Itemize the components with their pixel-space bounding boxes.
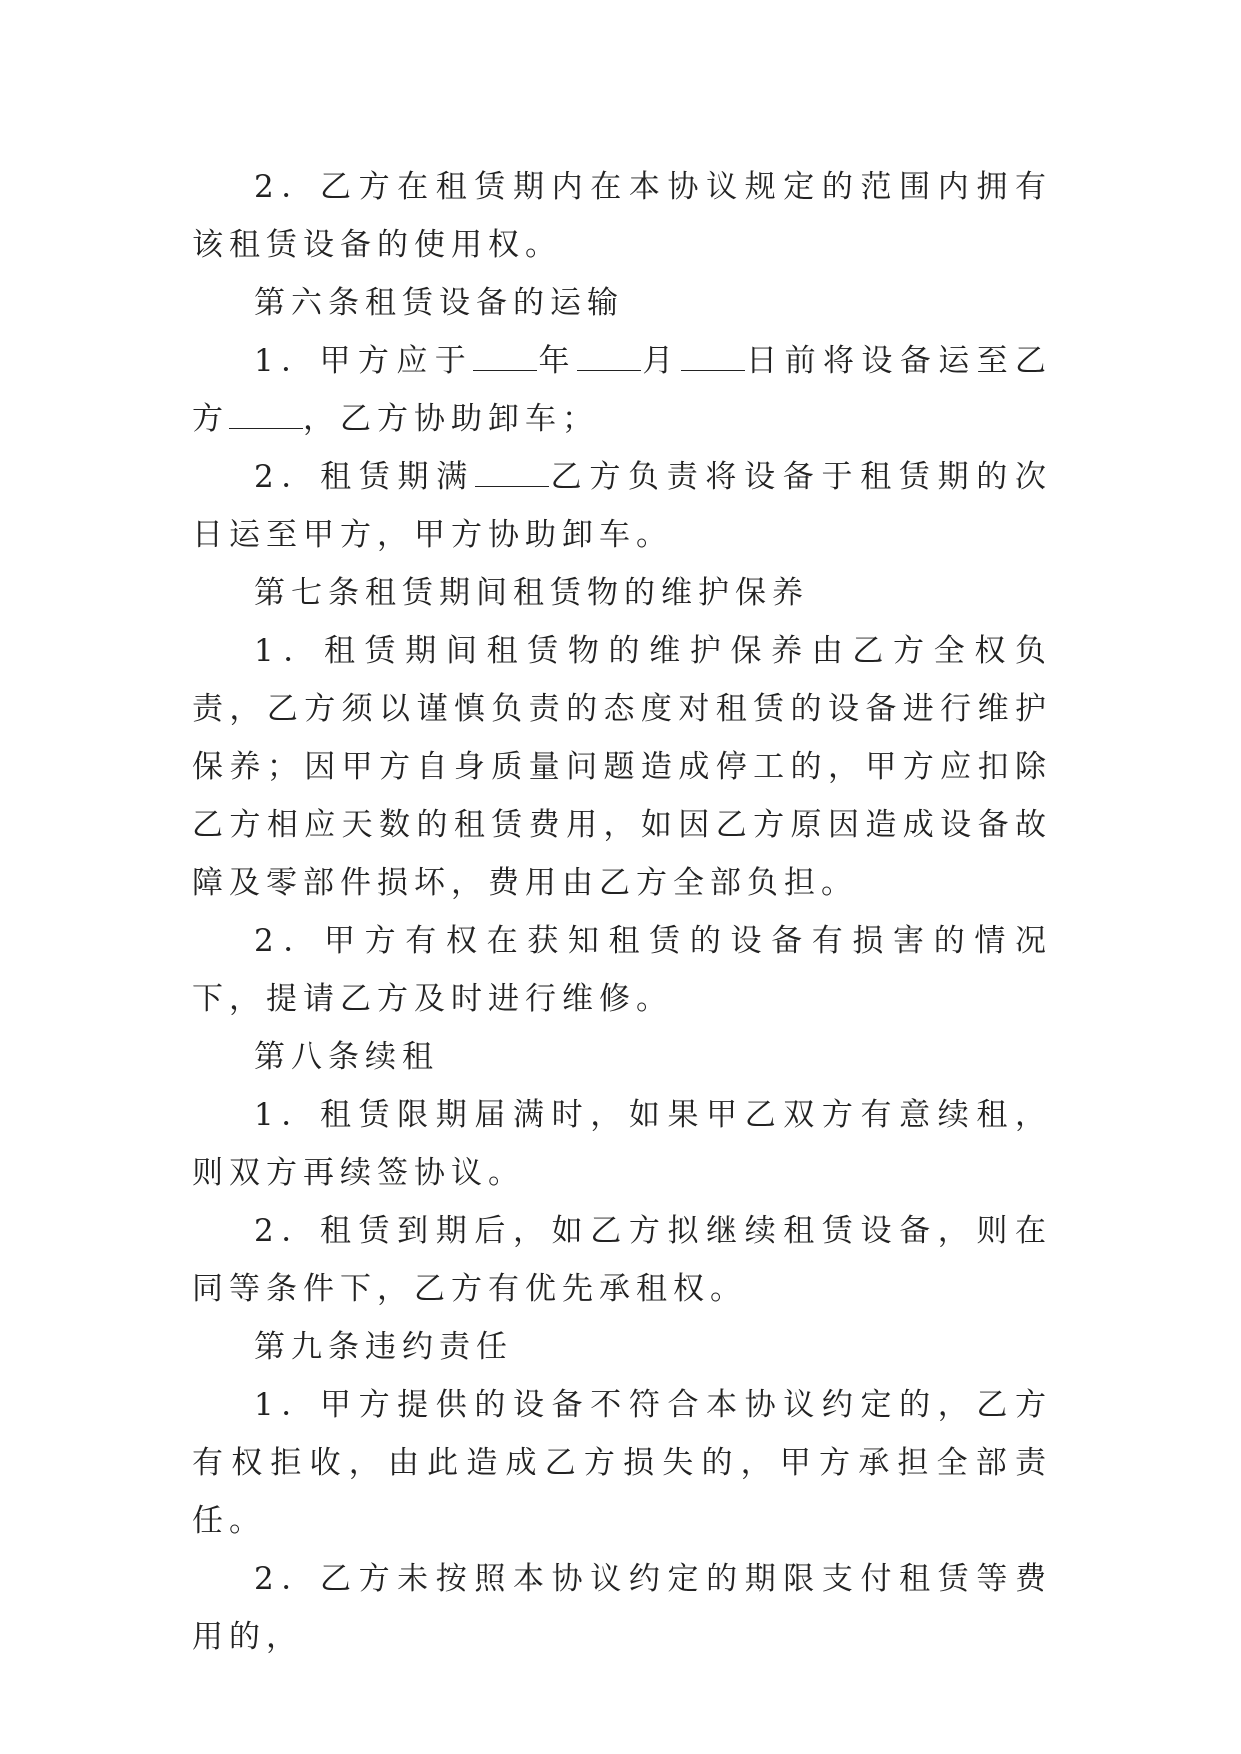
paragraph-clause-5-item-2: 2．乙方在租赁期内在本协议规定的范围内拥有该租赁设备的使用权。	[192, 169, 1052, 263]
year-label: 年	[537, 343, 577, 379]
clause-6-item-1-mid: 日前将设备运至乙方	[192, 343, 1053, 437]
heading-article-9: 第九条违约责任	[254, 1329, 513, 1365]
heading-article-6: 第六条租赁设备的运输	[254, 285, 624, 321]
paragraph-clause-9-item-1: 1．甲方提供的设备不符合本协议约定的，乙方有权拒收，由此造成乙方损失的，甲方承担全部责任。	[192, 1387, 1052, 1539]
document-body	[192, 158, 1052, 1666]
paragraph-clause-6-item-2	[192, 448, 1052, 564]
clause-6-item-2-prefix: 2．租赁期满	[254, 459, 475, 495]
blank-location-field	[229, 398, 303, 429]
paragraph-clause-8-item-2: 2．租赁到期后，如乙方拟继续租赁设备，则在同等条件下，乙方有优先承租权。	[192, 1213, 1052, 1307]
blank-month-field	[577, 340, 641, 371]
blank-day-field	[681, 340, 745, 371]
paragraph-clause-8-item-1: 1．租赁限期届满时，如果甲乙双方有意续租，则双方再续签协议。	[192, 1097, 1052, 1191]
heading-article-7: 第七条租赁期间租赁物的维护保养	[254, 575, 809, 611]
paragraph-clause-6-item-1	[192, 332, 1052, 448]
month-label: 月	[640, 343, 681, 379]
paragraph-clause-7-item-1: 1．租赁期间租赁物的维护保养由乙方全权负责，乙方须以谨慎负责的态度对租赁的设备进行维护保养；因甲方自身质量问题造成停工的，甲方应扣除乙方相应天数的租赁费用，如因乙方原因造成设备故障及零部件损坏，费用由乙方全部负担。	[192, 633, 1052, 901]
heading-article-8: 第八条续租	[254, 1039, 439, 1075]
clause-6-item-1-suffix: ，乙方协助卸车；	[303, 401, 599, 437]
paragraph-clause-7-item-2: 2．甲方有权在获知租赁的设备有损害的情况下，提请乙方及时进行维修。	[192, 923, 1052, 1017]
blank-term-field	[475, 456, 549, 487]
clause-6-item-1-prefix: 1．甲方应于	[254, 343, 474, 379]
blank-year-field	[473, 340, 537, 371]
paragraph-clause-9-item-2: 2．乙方未按照本协议约定的期限支付租赁等费用的，	[192, 1561, 1052, 1655]
clause-6-item-2-suffix: 乙方负责将设备于租赁期的次日运至甲方，甲方协助卸车。	[192, 459, 1052, 553]
